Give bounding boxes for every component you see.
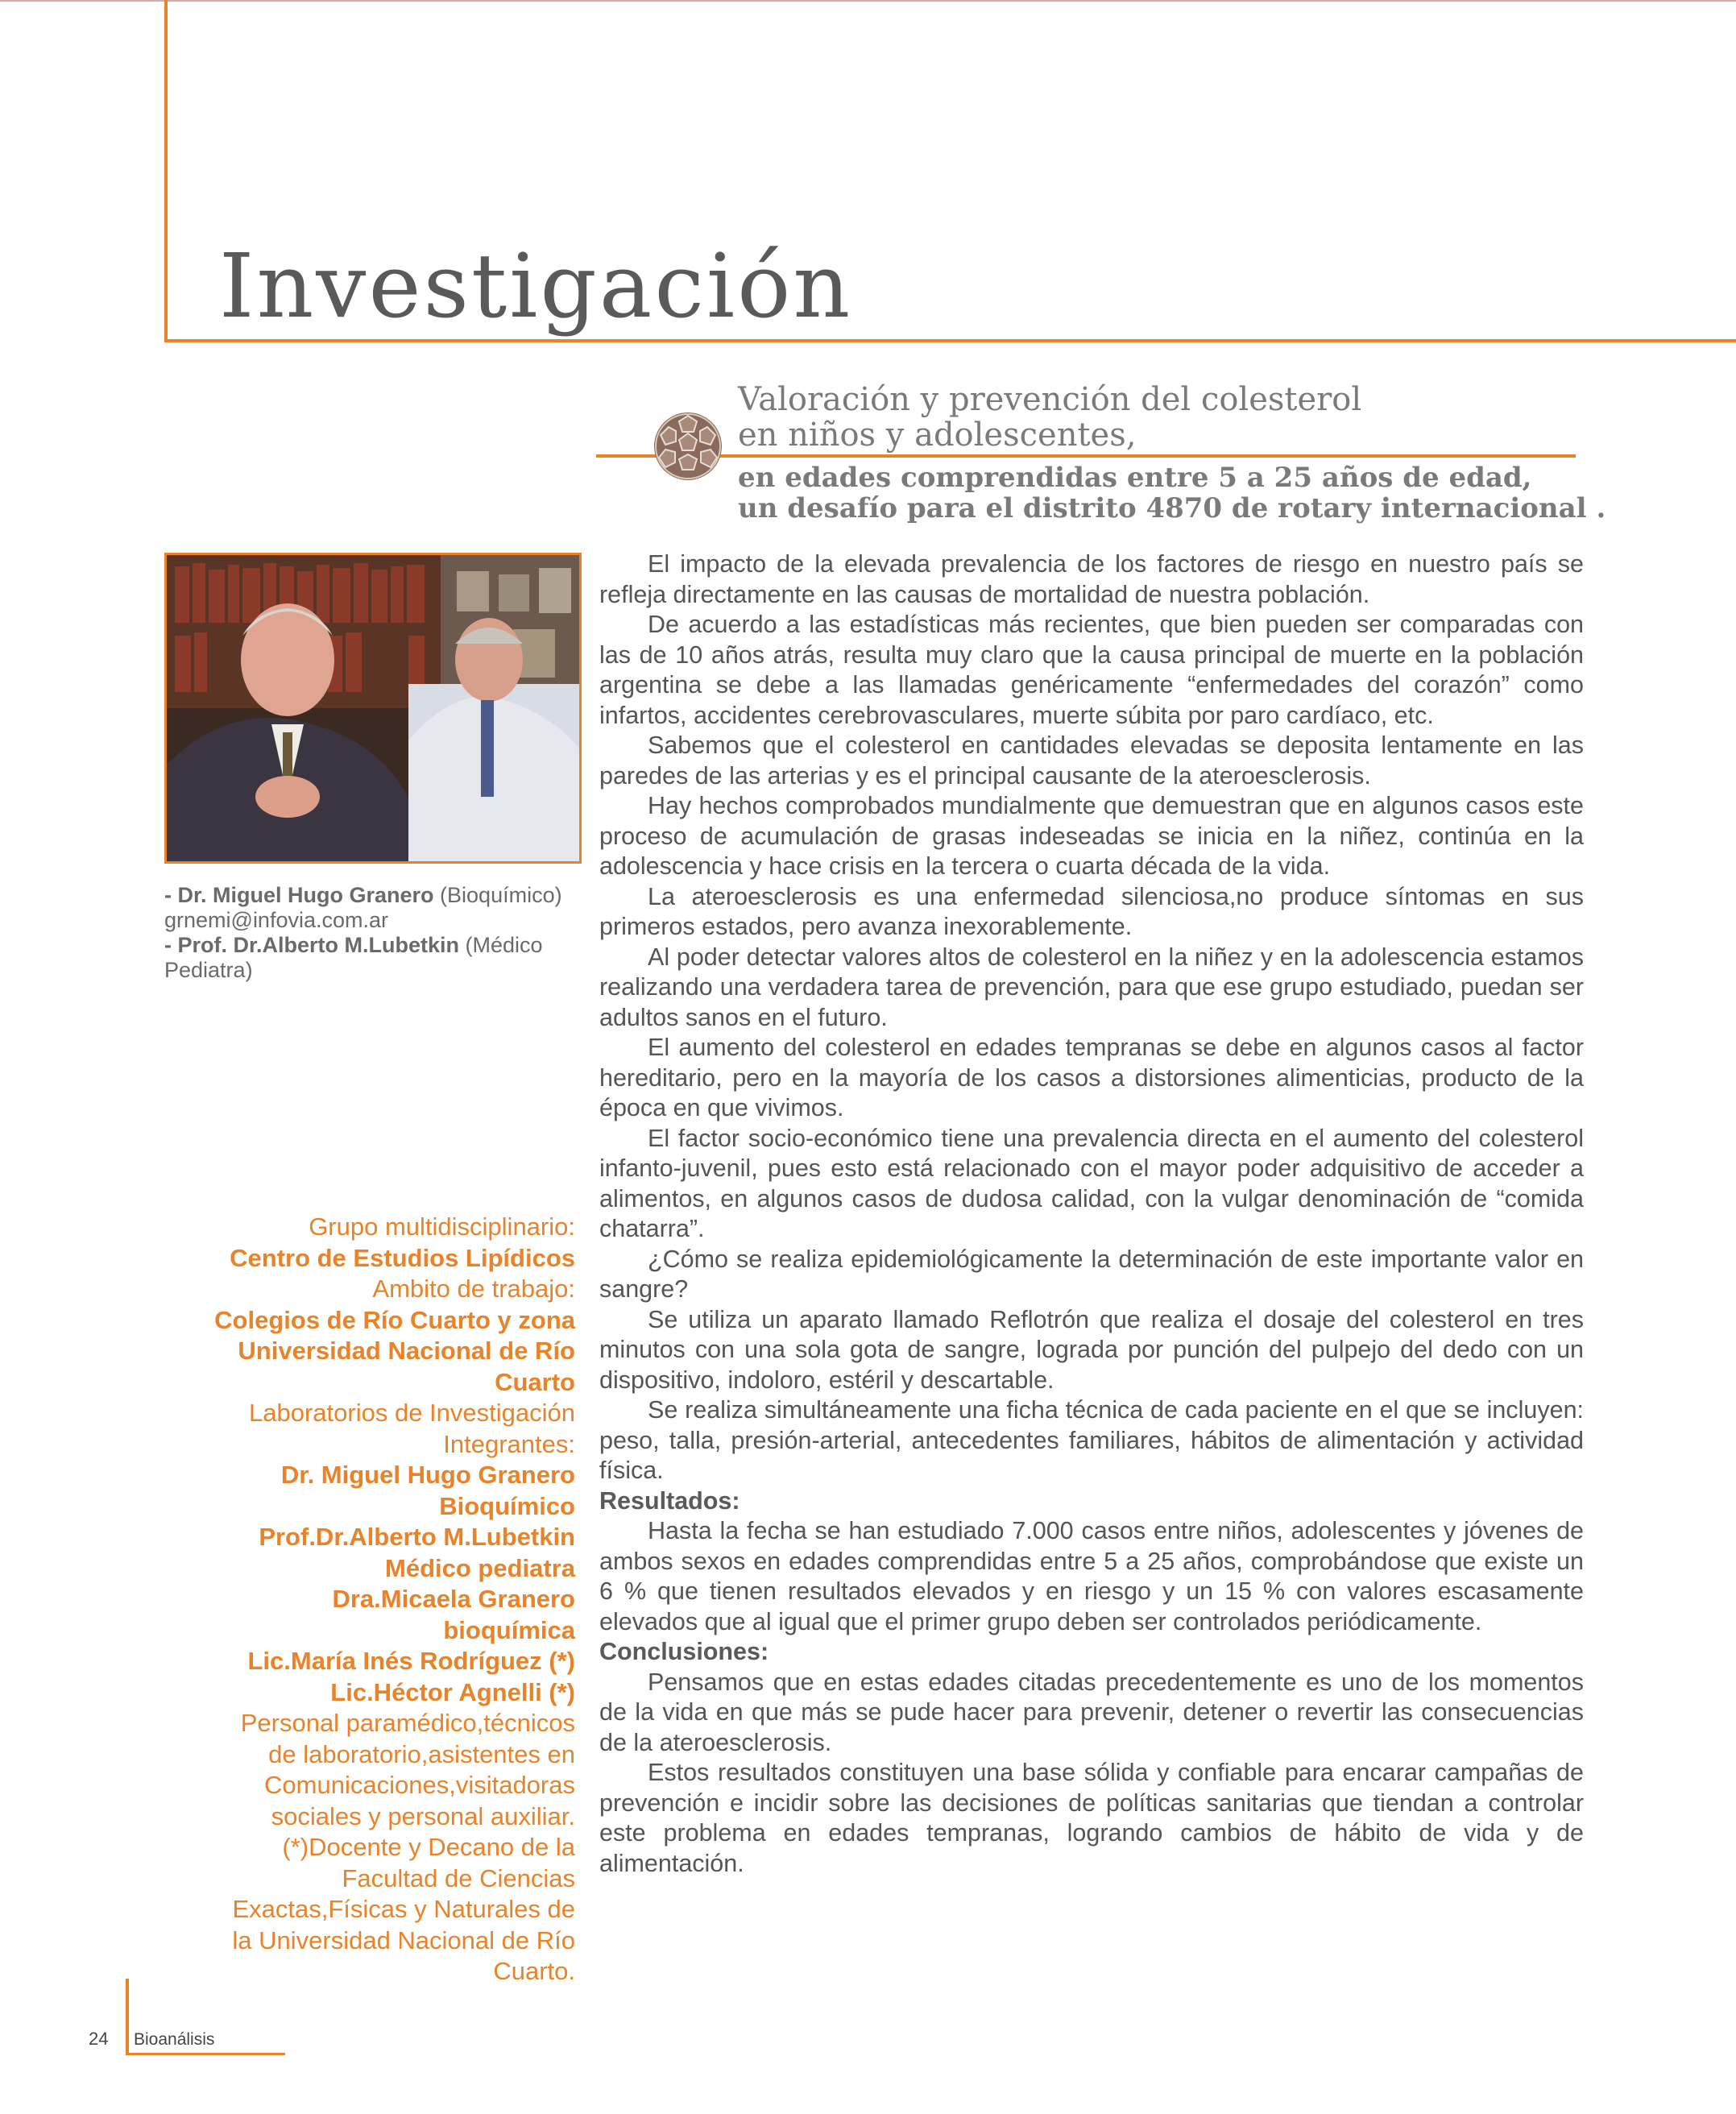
author1-name: - Dr. Miguel Hugo Granero [164,883,434,907]
magazine-name: Bioanálisis [134,2030,215,2049]
results-heading: Resultados: [599,1486,740,1515]
body-paragraph: Hasta la fecha se han estudiado 7.000 casos entre niños, adolescentes y jóvenes de ambos sexos en edades comprendidas entre 5 a 25 años, comprobándose que existe un 6 % que tienen resultados elevados y en riesgo y un 15 % con valores escasamente elevados que al igual que el primer grupo deben ser controlados periódicamente. [599,1517,1584,1635]
frame-horizontal-rule [164,339,1736,342]
body-paragraph: Sabemos que el colesterol en cantidades elevadas se deposita lentamente en las paredes de las arterias y es el principal causante de la ateroesclerosis. [599,732,1584,790]
sidebar-line: Exactas,Físicas y Naturales de [232,1895,575,1923]
sidebar-line: sociales y personal auxiliar. [271,1801,575,1830]
frame-vertical-rule [164,0,168,341]
team-sidebar [137,1212,575,1988]
body-paragraph: El aumento del colesterol en edades tempranas se debe en algunos casos al factor hereditario, pero en la mayoría de los casos a distorsiones alimenticias, producto de la época en que vivimos. [599,1034,1584,1121]
body-paragraph: El impacto de la elevada prevalencia de los factores de riesgo en nuestro país se refleja directamente en las causas de mortalidad de nuestra población. [599,550,1584,608]
footer-horizontal-rule [126,2053,285,2055]
sidebar-line: la Universidad Nacional de Río [232,1925,575,1954]
sidebar-line: Médico pediatra [385,1553,575,1582]
sidebar-line: Centro de Estudios Lipídicos [230,1243,575,1272]
conclusions-heading: Conclusiones: [599,1638,769,1665]
page-title: Investigación [219,234,853,338]
body-paragraph: Estos resultados constituyen una base sólida y confiable para encarar campañas de prevención e incidir sobre las decisiones de políticas sanitarias que tiendan a controlar este problema en edades tempranas, logrando cambios de hábito de vida y de alimentación. [599,1759,1584,1877]
sidebar-line: de laboratorio,asistentes en [268,1739,575,1768]
sidebar-line: Bioquímico [439,1491,575,1520]
sidebar-line: bioquímica [443,1615,575,1644]
body-paragraph: Pensamos que en estas edades citadas precedentemente es uno de los momentos de la vida en que más se pude hacer para prevenir, detener o revertir las consecuencias de la ateroesclerosis. [599,1668,1584,1756]
article-title-line2: en niños y adolescentes, [738,417,1137,454]
sidebar-line: Lic.Héctor Agnelli (*) [330,1677,575,1706]
sidebar-line: (*)Docente y Decano de la [282,1833,575,1861]
sidebar-line: Lic.María Inés Rodríguez (*) [247,1647,575,1675]
sidebar-line: Grupo multidisciplinario: [309,1212,575,1241]
sidebar-line: Dra.Micaela Granero [332,1585,575,1613]
sidebar-line: Cuarto. [493,1957,575,1985]
sidebar-line: Laboratorios de Investigación [249,1399,575,1427]
sidebar-line: Personal paramédico,técnicos [240,1709,575,1737]
page-number: 24 [89,2029,109,2049]
body-paragraph: ¿Cómo se realiza epidemiológicamente la determinación de este importante valor en sangre? [599,1245,1584,1303]
body-paragraph: Al poder detectar valores altos de colesterol en la niñez y en la adolescencia estamos realizando una verdadera tarea de prevención, para que ese grupo estudiado, puedan ser adultos sanos en el futuro. [599,943,1584,1031]
authors-photo [164,553,582,864]
top-rule [0,0,1736,2]
article-subtitle-line1: en edades comprendidas entre 5 a 25 años de edad, [738,462,1532,494]
sidebar-line: Prof.Dr.Alberto M.Lubetkin [259,1523,575,1551]
authors-photo-image [167,555,579,861]
sidebar-line: Ambito de trabajo: [372,1275,575,1303]
body-paragraph: El factor socio-económico tiene una prevalencia directa en el aumento del colesterol infanto-juvenil, pues esto está relacionado con el mayor poder adquisitivo de acceder a alimentos, en algunos casos de dudosa calidad, con la vulgar denominación de “comida chatarra”. [599,1124,1584,1242]
article-title [738,382,1361,453]
sidebar-line: Colegios de Río Cuarto y zona [214,1305,575,1334]
body-paragraph: Se utiliza un aparato llamado Reflotrón que realiza el dosaje del colesterol en tres minutos con una sola gota de sangre, lograda por punción del pulpejo del dedo con un dispositivo, indoloro, estéril y descartable. [599,1305,1584,1394]
body-paragraph: Se realiza simultáneamente una ficha técnica de cada paciente en el que se incluyen: peso, talla, presión-arterial, antecedentes familiares, hábitos de alimentación y actividad física. [599,1396,1584,1484]
author1-role: (Bioquímico) [433,883,562,907]
article-body [599,549,1584,1879]
molecule-icon [651,409,725,483]
title-rule [596,454,1576,458]
article-title-line1: Valoración y prevención del colesterol [738,381,1362,418]
sidebar-line: Universidad Nacional de Río [238,1337,575,1365]
author2-role: (Médico Pediatra) [164,933,543,982]
sidebar-line: Comunicaciones,visitadoras [264,1771,575,1799]
sidebar-line: Cuarto [495,1367,575,1396]
author2-name: - Prof. Dr.Alberto M.Lubetkin [164,933,460,957]
article-subtitle [738,462,1605,524]
sidebar-line: Dr. Miguel Hugo Granero [280,1461,575,1489]
article-subtitle-line2: un desafío para el distrito 4870 de rotary internacional . [738,492,1606,524]
sidebar-line: Facultad de Ciencias [342,1863,575,1892]
body-paragraph: Hay hechos comprobados mundialmente que demuestran que en algunos casos este proceso de acumulación de grasas indeseadas se inicia en la niñez, continúa en la adolescencia y hace crisis en la tercera o cuarta década de la vida. [599,792,1584,880]
footer-vertical-rule [126,1979,129,2054]
body-paragraph: La ateroesclerosis es una enfermedad silenciosa,no produce síntomas en sus primeros estados, pero avanza inexorablemente. [599,882,1584,940]
body-paragraph: De acuerdo a las estadísticas más recientes, que bien pueden ser comparadas con las de 10 años atrás, resulta muy claro que la causa principal de muerte en la población argentina se debe a las llamadas genéricamente “enfermedades del corazón” como infartos, accidentes cerebrovasculares, muerte súbita por paro cardíaco, etc. [599,611,1584,729]
sidebar-line: Integrantes: [443,1429,575,1458]
photo-caption [164,883,583,983]
author-email: grnemi@infovia.com.ar [164,908,389,932]
